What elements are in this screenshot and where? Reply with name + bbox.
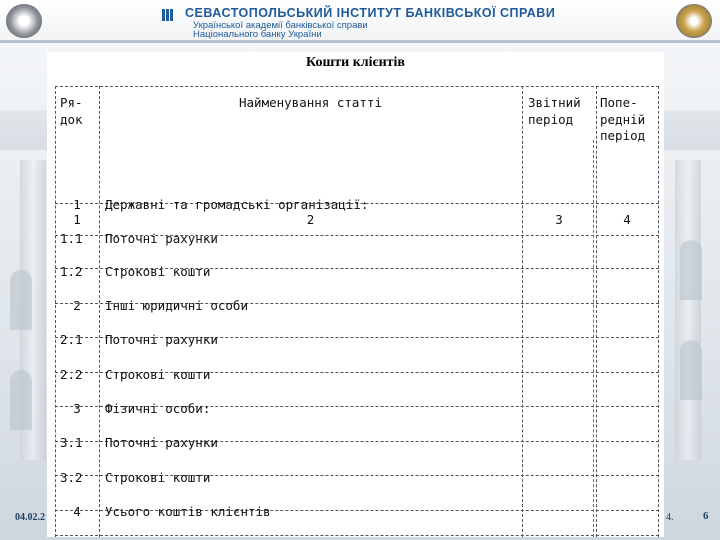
header-divider [0,40,720,43]
row-number: 2.1 [60,332,83,347]
bank-emblem-logo [6,4,42,38]
institute-header [0,0,720,40]
row-item-name: Усього коштів клієнтів [105,504,271,519]
page-number: 6 [703,510,709,522]
row-item-name: Поточні рахунки [105,231,218,246]
row-item-name: Поточні рахунки [105,435,218,450]
row-item-name: Строкові кошти [105,367,211,382]
column-number: 1 [73,212,81,227]
column-number: 4 [623,212,631,227]
header-item-name: Найменування статті [239,95,382,110]
footer-fragment: 4. [666,512,674,523]
slide-title: Кошти клієнтів [306,55,405,70]
column-number: 3 [555,212,563,227]
row-number: 1.1 [60,231,83,246]
row-number: 3.2 [60,470,83,485]
header-previous-1: Попе- [600,95,638,110]
row-item-name: Строкові кошти [105,470,211,485]
row-item-name: Державні та громадські організації: [105,197,369,212]
header-previous-2: редній [600,112,646,127]
institute-subtitle-2: Національного банку України [193,29,322,40]
row-item-name: Поточні рахунки [105,332,218,347]
coat-of-arms-logo [676,4,712,38]
header-previous-3: період [600,128,646,143]
row-item-name: Фізичні особи: [105,401,211,416]
institute-subtitle-1: Української академії банківської справи [193,20,368,31]
document-card [47,52,664,537]
header-reporting-2: період [528,112,574,127]
row-item-name: Строкові кошти [105,264,211,279]
row-number: 2 [73,298,81,313]
row-number: 2.2 [60,367,83,382]
column-number: 2 [306,212,315,227]
footer-date: 04.02.2 [15,512,45,523]
row-number: 1.2 [60,264,83,279]
row-number: 3 [73,401,81,416]
institute-title: СЕВАСТОПОЛЬСЬКИЙ ІНСТИТУТ БАНКІВСЬКОЇ СПРАВИ [185,6,556,20]
header-row-label-2: док [60,112,83,127]
header-row-label-1: Ря- [60,95,83,110]
row-number: 3.1 [60,435,83,450]
row-number: 1 [73,197,81,212]
row-item-name: Інші юридичні особи [105,298,248,313]
header-reporting-1: Звітний [528,95,581,110]
clients-funds-table [47,52,664,537]
institute-mark-icon [162,8,178,24]
row-number: 4 [73,504,81,519]
